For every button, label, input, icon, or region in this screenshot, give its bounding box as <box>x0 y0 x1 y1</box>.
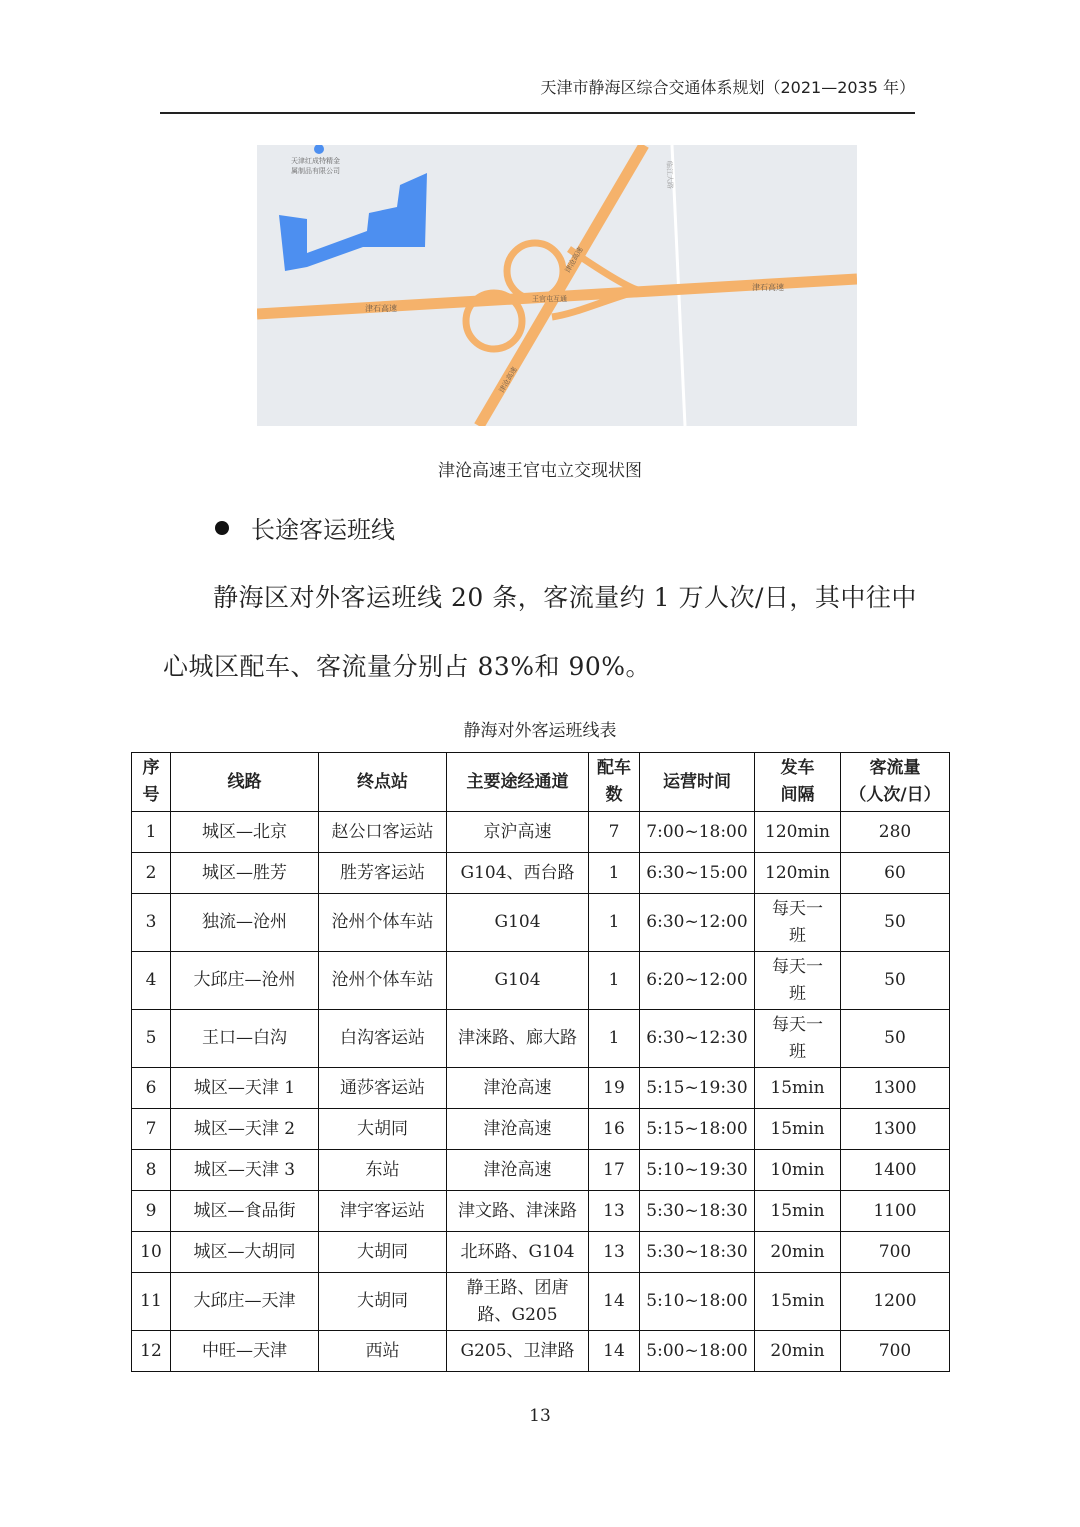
cell-hours: 6:20~12:00 <box>640 952 755 1010</box>
cell-vehicles: 19 <box>589 1068 640 1109</box>
cell-flow: 1200 <box>841 1273 950 1331</box>
cell-interval: 15min <box>755 1068 841 1109</box>
table-row <box>132 894 950 952</box>
cell-terminal: 白沟客运站 <box>319 1010 447 1068</box>
cell-channel: G104 <box>447 952 589 1010</box>
cell-terminal: 沧州个体车站 <box>319 952 447 1010</box>
cell-interval: 每天一 班 <box>755 952 841 1010</box>
cell-terminal: 西站 <box>319 1331 447 1372</box>
cell-interval: 15min <box>755 1191 841 1232</box>
paragraph-line-1: 静海区对外客运班线 20 条，客流量约 1 万人次/日，其中往中 <box>213 583 917 612</box>
cell-route: 城区—天津 3 <box>171 1150 319 1191</box>
cell-flow: 50 <box>841 952 950 1010</box>
header-no: 序 号 <box>132 753 171 812</box>
cell-hours: 5:10~19:30 <box>640 1150 755 1191</box>
bullet-icon <box>215 521 229 535</box>
cell-route: 城区—食品街 <box>171 1191 319 1232</box>
cell-hours: 6:30~12:30 <box>640 1010 755 1068</box>
cell-route: 城区—天津 2 <box>171 1109 319 1150</box>
cell-terminal: 津宇客运站 <box>319 1191 447 1232</box>
cell-channel: G205、卫津路 <box>447 1331 589 1372</box>
interchange-map <box>257 145 857 426</box>
cell-flow: 1400 <box>841 1150 950 1191</box>
cell-vehicles: 14 <box>589 1273 640 1331</box>
header-route: 线路 <box>171 753 319 812</box>
cell-interval: 120min <box>755 812 841 853</box>
cell-route: 大邱庄—天津 <box>171 1273 319 1331</box>
cell-terminal: 大胡同 <box>319 1109 447 1150</box>
road-label-west: 津石高速 <box>365 304 397 313</box>
map-caption: 津沧高速王官屯立交现状图 <box>438 461 642 481</box>
table-title: 静海对外客运班线表 <box>463 721 617 741</box>
cell-terminal: 胜芳客运站 <box>319 853 447 894</box>
interchange-label: 王官屯互通 <box>532 295 567 303</box>
cell-hours: 6:30~15:00 <box>640 853 755 894</box>
cell-no: 5 <box>132 1010 171 1068</box>
cell-flow: 1300 <box>841 1109 950 1150</box>
cell-no: 4 <box>132 952 171 1010</box>
road-label-north: 津沧高速 <box>563 245 585 274</box>
cell-flow: 1100 <box>841 1191 950 1232</box>
cell-channel: 津沧高速 <box>447 1150 589 1191</box>
cell-no: 3 <box>132 894 171 952</box>
cell-flow: 50 <box>841 1010 950 1068</box>
cell-no: 9 <box>132 1191 171 1232</box>
cell-channel: G104、西台路 <box>447 853 589 894</box>
cell-vehicles: 1 <box>589 952 640 1010</box>
cell-hours: 5:15~18:00 <box>640 1109 755 1150</box>
cell-no: 11 <box>132 1273 171 1331</box>
side-road-label: 临江大路 <box>665 160 674 190</box>
cell-flow: 60 <box>841 853 950 894</box>
cell-channel: 静王路、团唐 路、G205 <box>447 1273 589 1331</box>
cell-vehicles: 1 <box>589 1010 640 1068</box>
cell-channel: 津文路、津涞路 <box>447 1191 589 1232</box>
cell-route: 城区—大胡同 <box>171 1232 319 1273</box>
header-interval: 发车 间隔 <box>755 753 841 812</box>
section-heading-text: 长途客运班线 <box>251 516 395 544</box>
table-row <box>132 812 950 853</box>
cell-interval: 120min <box>755 853 841 894</box>
header-vehicles: 配车 数 <box>589 753 640 812</box>
cell-interval: 20min <box>755 1232 841 1273</box>
cell-vehicles: 16 <box>589 1109 640 1150</box>
cell-no: 6 <box>132 1068 171 1109</box>
table-row <box>132 1010 950 1068</box>
table-header-row <box>132 753 950 812</box>
cell-vehicles: 1 <box>589 853 640 894</box>
cell-interval: 15min <box>755 1273 841 1331</box>
bus-routes-table <box>131 752 950 1372</box>
cell-channel: 津涞路、廊大路 <box>447 1010 589 1068</box>
cell-terminal: 大胡同 <box>319 1273 447 1331</box>
cell-vehicles: 1 <box>589 894 640 952</box>
cell-channel: 津沧高速 <box>447 1068 589 1109</box>
road-label-south: 津沧高速 <box>497 365 519 394</box>
cell-channel: 北环路、G104 <box>447 1232 589 1273</box>
cell-flow: 50 <box>841 894 950 952</box>
cell-interval: 15min <box>755 1109 841 1150</box>
header-terminal: 终点站 <box>319 753 447 812</box>
cell-route: 城区—胜芳 <box>171 853 319 894</box>
cell-hours: 5:00~18:00 <box>640 1331 755 1372</box>
cell-hours: 5:30~18:30 <box>640 1232 755 1273</box>
cell-hours: 5:10~18:00 <box>640 1273 755 1331</box>
cell-channel: 京沪高速 <box>447 812 589 853</box>
cell-route: 城区—天津 1 <box>171 1068 319 1109</box>
table-row <box>132 1331 950 1372</box>
page-number: 13 <box>529 1406 551 1426</box>
page-header <box>160 76 915 114</box>
cell-route: 大邱庄—沧州 <box>171 952 319 1010</box>
header-channel: 主要途经通道 <box>447 753 589 812</box>
cell-vehicles: 17 <box>589 1150 640 1191</box>
cell-hours: 5:15~19:30 <box>640 1068 755 1109</box>
cell-terminal: 通莎客运站 <box>319 1068 447 1109</box>
cell-no: 1 <box>132 812 171 853</box>
cell-flow: 700 <box>841 1331 950 1372</box>
cell-route: 中旺—天津 <box>171 1331 319 1372</box>
cell-no: 7 <box>132 1109 171 1150</box>
cell-no: 8 <box>132 1150 171 1191</box>
cell-interval: 10min <box>755 1150 841 1191</box>
cell-vehicles: 13 <box>589 1191 640 1232</box>
table-row <box>132 1068 950 1109</box>
road-label-east: 津石高速 <box>752 283 784 292</box>
cell-flow: 280 <box>841 812 950 853</box>
section-heading <box>215 510 395 545</box>
cell-channel: 津沧高速 <box>447 1109 589 1150</box>
cell-hours: 5:30~18:30 <box>640 1191 755 1232</box>
company-label-2: 属制品有限公司 <box>291 167 340 175</box>
paragraph-line-2: 心城区配车、客流量分别占 83%和 90%。 <box>163 652 652 681</box>
cell-no: 10 <box>132 1232 171 1273</box>
cell-terminal: 东站 <box>319 1150 447 1191</box>
cell-route: 独流—沧州 <box>171 894 319 952</box>
table-row <box>132 853 950 894</box>
table-row <box>132 1232 950 1273</box>
table-row <box>132 1150 950 1191</box>
header-flow: 客流量 （人次/日） <box>841 753 950 812</box>
cell-no: 12 <box>132 1331 171 1372</box>
cell-terminal: 大胡同 <box>319 1232 447 1273</box>
header-hours: 运营时间 <box>640 753 755 812</box>
cell-interval: 每天一 班 <box>755 894 841 952</box>
cell-terminal: 赵公口客运站 <box>319 812 447 853</box>
cell-route: 城区—北京 <box>171 812 319 853</box>
table-row <box>132 1109 950 1150</box>
table-row <box>132 952 950 1010</box>
cell-terminal: 沧州个体车站 <box>319 894 447 952</box>
cell-route: 王口—白沟 <box>171 1010 319 1068</box>
cell-flow: 700 <box>841 1232 950 1273</box>
cell-vehicles: 7 <box>589 812 640 853</box>
cell-interval: 每天一 班 <box>755 1010 841 1068</box>
cell-interval: 20min <box>755 1331 841 1372</box>
company-label-1: 天津红成特精金 <box>291 157 340 165</box>
cell-vehicles: 13 <box>589 1232 640 1273</box>
cell-hours: 7:00~18:00 <box>640 812 755 853</box>
cell-vehicles: 14 <box>589 1331 640 1372</box>
table-row <box>132 1273 950 1331</box>
cell-flow: 1300 <box>841 1068 950 1109</box>
cell-no: 2 <box>132 853 171 894</box>
cell-channel: G104 <box>447 894 589 952</box>
cell-hours: 6:30~12:00 <box>640 894 755 952</box>
table-row <box>132 1191 950 1232</box>
header-title: 天津市静海区综合交通体系规划（2021—2035 年） <box>540 78 915 97</box>
